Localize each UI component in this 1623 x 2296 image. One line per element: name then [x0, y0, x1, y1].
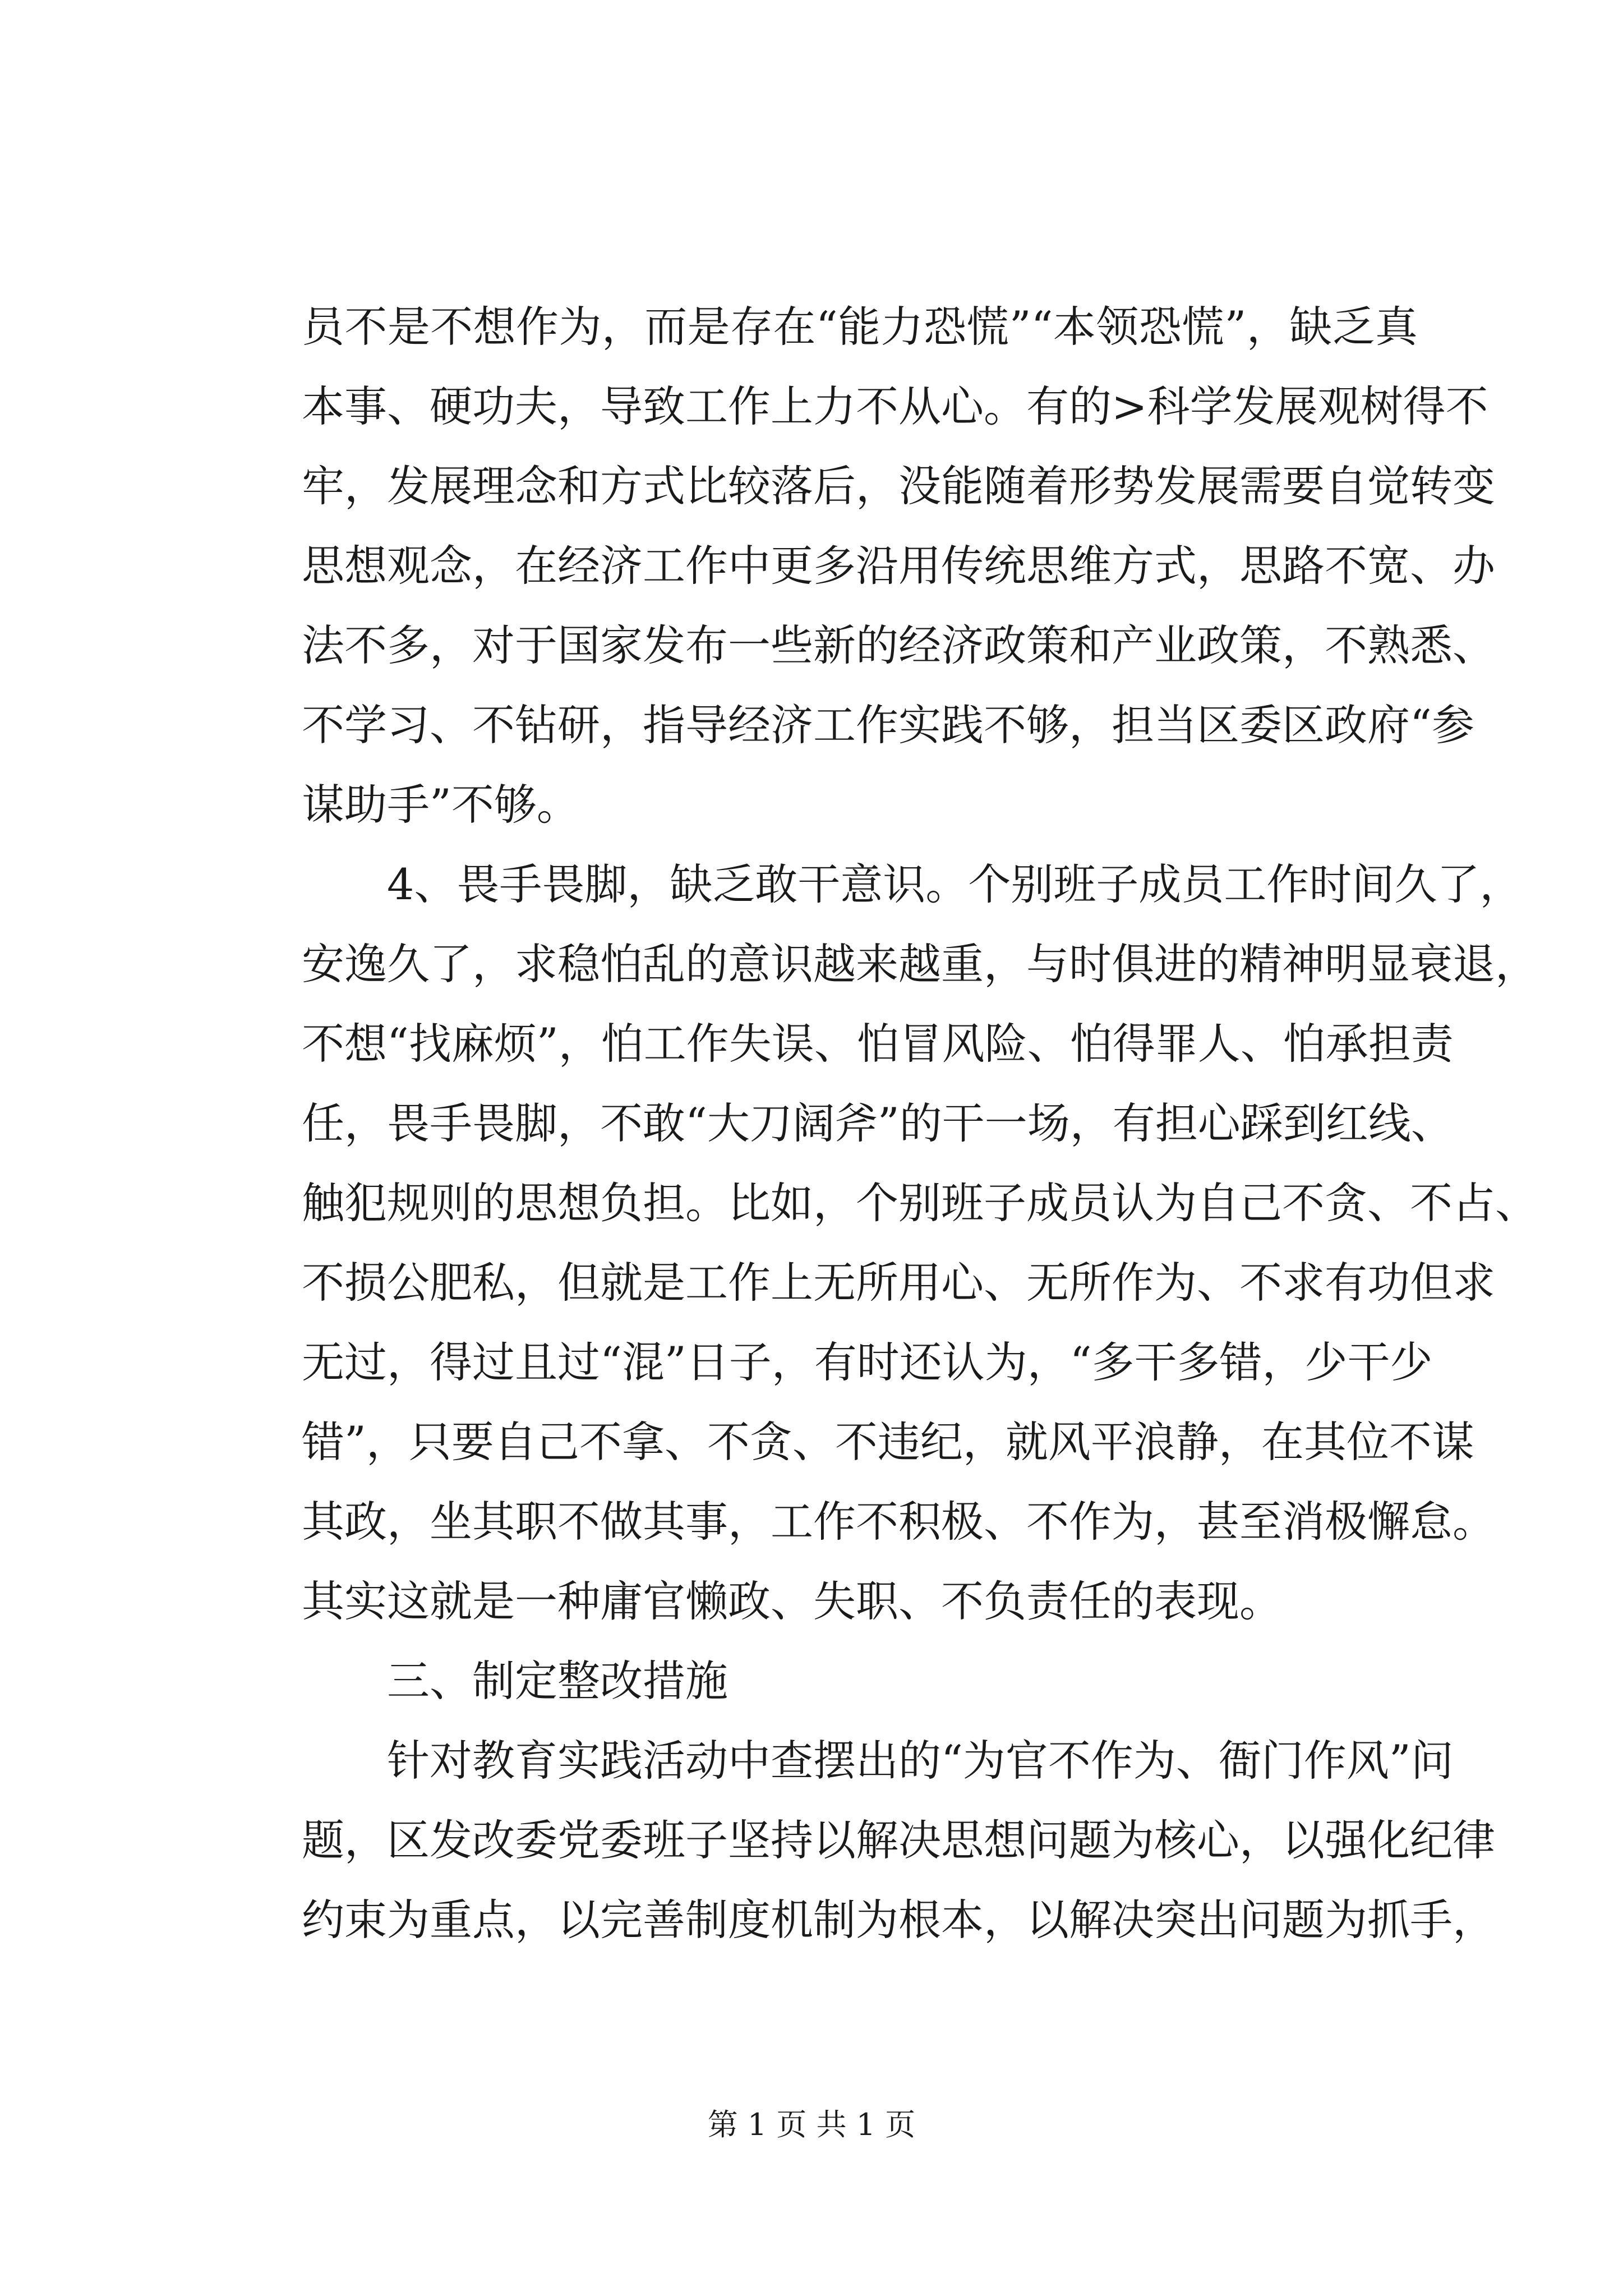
- text-line: 其政，坐其职不做其事，工作不积极、不作为，甚至消极懈怠。: [302, 1497, 1495, 1547]
- text-line: 思想观念，在经济工作中更多沿用传统思维方式，思路不宽、办: [302, 541, 1495, 591]
- text-line: 约束为重点，以完善制度机制为根本，以解决突出问题为抓手，: [302, 1895, 1495, 1945]
- document-body: [302, 287, 1538, 1960]
- text-line: 不损公肥私，但就是工作上无所用心、无所作为、不求有功但求: [302, 1258, 1495, 1308]
- text-line: 牢，发展理念和方式比较落后，没能随着形势发展需要自觉转变: [302, 461, 1495, 511]
- text-line: 不想“找麻烦”，怕工作失误、怕冒风险、怕得罪人、怕承担责: [302, 1019, 1454, 1069]
- text-line: 无过，得过且过“混”日子，有时还认为，“多干多错，少干少: [302, 1337, 1433, 1387]
- text-line: 安逸久了，求稳怕乱的意识越来越重，与时俱进的精神明显衰退，: [302, 939, 1538, 989]
- text-line: 触犯规则的思想负担。比如，个别班子成员认为自己不贪、不占、: [302, 1178, 1538, 1228]
- text-line: 不学习、不钻研，指导经济工作实践不够，担当区委区政府“参: [302, 700, 1474, 750]
- text-line: 题，区发改委党委班子坚持以解决思想问题为核心，以强化纪律: [302, 1815, 1495, 1865]
- text-line: 三、制定整改措施: [387, 1656, 728, 1706]
- text-line: 谋助手”不够。: [302, 780, 579, 830]
- text-line: 任，畏手畏脚，不敢“大刀阔斧”的干一场，有担心踩到红线、: [302, 1098, 1454, 1148]
- text-line: 错”，只要自己不拿、不贪、不违纪，就风平浪静，在其位不谋: [302, 1417, 1474, 1467]
- text-line: 针对教育实践活动中查摆出的“为官不作为、衙门作风”问: [387, 1736, 1454, 1786]
- text-line: 本事、硬功夫，导致工作上力不从心。有的>科学发展观树得不: [302, 381, 1488, 431]
- text-line: 4、畏手畏脚，缺乏敢干意识。个别班子成员工作时间久了，: [387, 859, 1523, 909]
- text-line: 其实这就是一种庸官懒政、失职、不负责任的表现。: [302, 1576, 1282, 1626]
- page-footer: 第 1 页 共 1 页: [707, 2107, 916, 2142]
- text-line: 员不是不想作为，而是存在“能力恐慌”“本领恐慌”，缺乏真: [302, 302, 1418, 352]
- text-line: 法不多，对于国家发布一些新的经济政策和产业政策，不熟悉、: [302, 620, 1495, 670]
